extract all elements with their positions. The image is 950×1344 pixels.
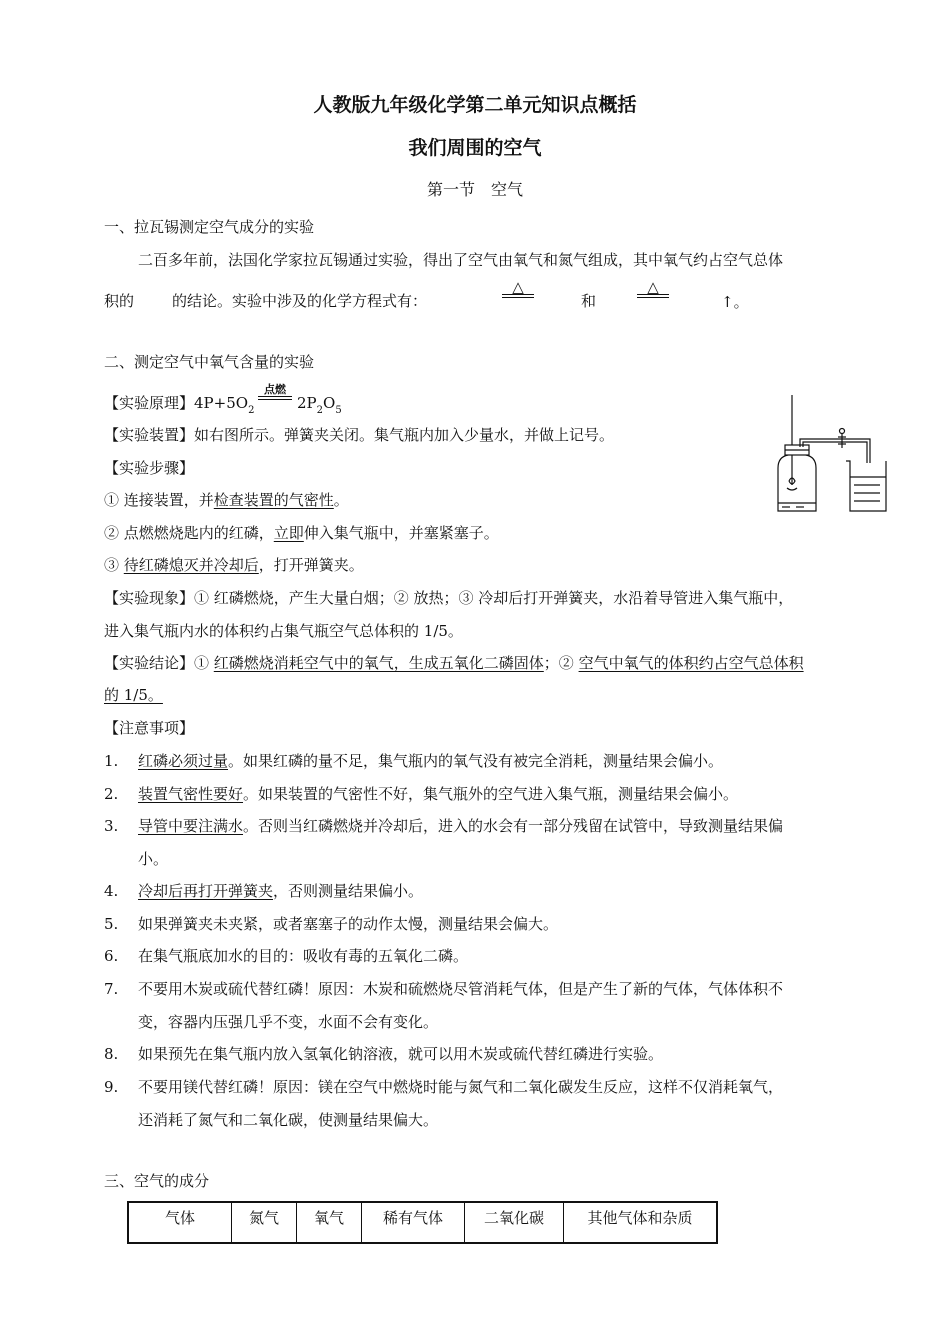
notes-label: 【注意事项】	[104, 719, 195, 737]
note-text: 如果预先在集气瓶内放入氢氧化钠溶液，就可以用木炭或硫代替红磷进行实验。	[138, 1045, 664, 1063]
and-word: 和	[581, 292, 597, 310]
step-1	[104, 490, 349, 510]
s1-paragraph-line2a: 积的	[104, 292, 135, 310]
note-item	[104, 914, 558, 934]
note-underlined: 装置气密性要好	[138, 785, 244, 803]
note-text: ，否则测量结果偏小。	[273, 882, 424, 900]
step-1-b: 。	[333, 491, 349, 509]
ignite-condition	[258, 384, 292, 400]
table-header-cell: 氧气	[297, 1202, 362, 1243]
heat-delta-symbol: △	[512, 278, 524, 296]
steps-label: 【实验步骤】	[104, 459, 195, 477]
phenomenon-line1: 【实验现象】① 红磷燃烧，产生大量白烟；② 放热；③ 冷却后打开弹簧夹，水沿着导管进入集气瓶中，	[104, 589, 794, 607]
note-item	[104, 979, 783, 999]
note-number: 4.	[104, 882, 119, 900]
conclusion-label: 【实验结论】①	[104, 654, 214, 672]
note-item	[104, 816, 783, 836]
spoon-icon	[787, 488, 797, 490]
conclusion-line2	[104, 685, 163, 705]
note-number: 7.	[104, 980, 119, 998]
document-title: 人教版九年级化学第二单元知识点概括	[313, 94, 637, 116]
note-item	[104, 881, 423, 901]
note-item	[104, 784, 738, 804]
conclusion-mid: ；②	[543, 654, 579, 672]
note-item	[104, 946, 468, 966]
note-number: 6.	[104, 947, 119, 965]
section-heading: 第一节 空气	[426, 180, 523, 199]
note-text: 。如果装置的气密性不好，集气瓶外的空气进入集气瓶，测量结果会偏小。	[243, 785, 739, 803]
step-1-a: ① 连接装置，并	[104, 491, 214, 509]
note-text: 。如果红磷的量不足，集气瓶内的氧气没有被完全消耗，测量结果会偏小。	[228, 752, 724, 770]
note-underlined: 冷却后再打开弹簧夹	[138, 882, 274, 900]
conclusion-underlined-1: 红磷燃烧消耗空气中的氧气，生成五氧化二磷固体	[213, 654, 544, 672]
s1-paragraph-line2b: 的结论。实验中涉及的化学方程式有：	[172, 292, 428, 310]
note-item	[104, 1077, 783, 1097]
principle-line	[104, 393, 254, 416]
equation-blank-1	[502, 280, 534, 298]
step-2-underlined: 立即	[273, 524, 304, 542]
note-text: 。否则当红磷燃烧并冷却后，进入的水会有一部分残留在试管中，导致测量结果偏	[243, 817, 784, 835]
note-continuation: 还消耗了氮气和二氧化碳，使测量结果偏大。	[138, 1111, 439, 1129]
step-1-underlined: 检查装置的气密性	[213, 491, 334, 509]
note-number: 9.	[104, 1078, 119, 1096]
gas-collecting-bottle	[778, 447, 816, 511]
s1-paragraph-line1: 二百多年前，法国化学家拉瓦锡通过实验，得出了空气由氧气和氮气组成，其中氧气约占空气总体	[138, 251, 784, 269]
step-2-b: 伸入集气瓶中，并塞紧塞子。	[303, 524, 499, 542]
conclusion-underlined-3: 的 1/5。	[104, 686, 163, 704]
step-3	[104, 555, 364, 575]
note-underlined: 导管中要注满水	[138, 817, 244, 835]
table-header-cell: 氮气	[232, 1202, 297, 1243]
connecting-tube	[800, 439, 870, 463]
note-item	[104, 751, 723, 771]
table-header-cell: 其他气体和杂质	[564, 1202, 718, 1243]
table-header-cell: 稀有气体	[362, 1202, 465, 1243]
eq-sub1: 2	[248, 405, 255, 416]
apparatus-line: 【实验装置】如右图所示。弹簧夹关闭。集气瓶内加入少量水，并做上记号。	[104, 426, 615, 444]
note-number: 3.	[104, 817, 119, 835]
eq-right-b: O	[323, 394, 336, 412]
table-header-cell: 二氧化碳	[465, 1202, 564, 1243]
air-composition-table	[127, 1201, 718, 1244]
note-text: 不要用镁代替红磷！原因：镁在空气中燃烧时能与氮气和二氧化碳发生反应，这样不仅消耗氧气，	[138, 1078, 784, 1096]
gas-arrow: ↑。	[721, 293, 749, 311]
step-2-a: ② 点燃燃烧匙内的红磷，	[104, 524, 274, 542]
eq-right	[297, 393, 342, 416]
conclusion-line1	[104, 653, 804, 673]
eq-right-a: 2P	[297, 394, 317, 412]
step-2	[104, 523, 499, 543]
table-header-row	[128, 1202, 717, 1243]
step-3-b: ，打开弹簧夹。	[258, 556, 364, 574]
note-continuation: 小。	[138, 850, 169, 868]
eq-sub2: 2	[316, 405, 324, 416]
heat-delta-symbol: △	[647, 278, 659, 296]
table-header-cell: 气体	[128, 1202, 232, 1243]
note-text: 如果弹簧夹未夹紧，或者塞塞子的动作太慢，测量结果会偏大。	[138, 915, 559, 933]
eq-left: 4P+5O	[194, 394, 249, 412]
phenomenon-line2: 进入集气瓶内水的体积约占集气瓶空气总体积的 1/5。	[104, 622, 463, 640]
ignite-label: 点燃	[264, 383, 286, 396]
eq-sub3: 5	[335, 405, 342, 416]
document-subtitle: 我们周围的空气	[408, 137, 542, 159]
note-underlined: 红磷必须过量	[138, 752, 229, 770]
note-continuation: 变，容器内压强几乎不变，水面不会有变化。	[138, 1013, 439, 1031]
conclusion-underlined-2: 空气中氧气的体积约占空气总体积	[578, 654, 804, 672]
s1-heading: 一、拉瓦锡测定空气成分的实验	[104, 218, 315, 236]
s3-heading: 三、空气的成分	[104, 1172, 210, 1190]
equals-double-line	[258, 396, 292, 400]
note-text: 不要用木炭或硫代替红磷！原因：木炭和硫燃烧尽管消耗气体，但是产生了新的气体，气体体积不	[138, 980, 784, 998]
note-text: 在集气瓶底加水的目的：吸收有毒的五氧化二磷。	[138, 947, 469, 965]
note-number: 2.	[104, 785, 119, 803]
s2-heading: 二、测定空气中氧气含量的实验	[104, 353, 315, 371]
step-3-a: ③	[104, 556, 124, 574]
equation-blank-2	[637, 280, 669, 298]
note-number: 8.	[104, 1045, 119, 1063]
step-3-underlined: 待红磷熄灭并冷却后	[123, 556, 259, 574]
apparatus-diagram	[770, 395, 890, 520]
note-number: 1.	[104, 752, 119, 770]
note-number: 5.	[104, 915, 119, 933]
principle-label: 【实验原理】	[104, 394, 195, 412]
note-item	[104, 1044, 663, 1064]
beaker	[846, 461, 886, 511]
